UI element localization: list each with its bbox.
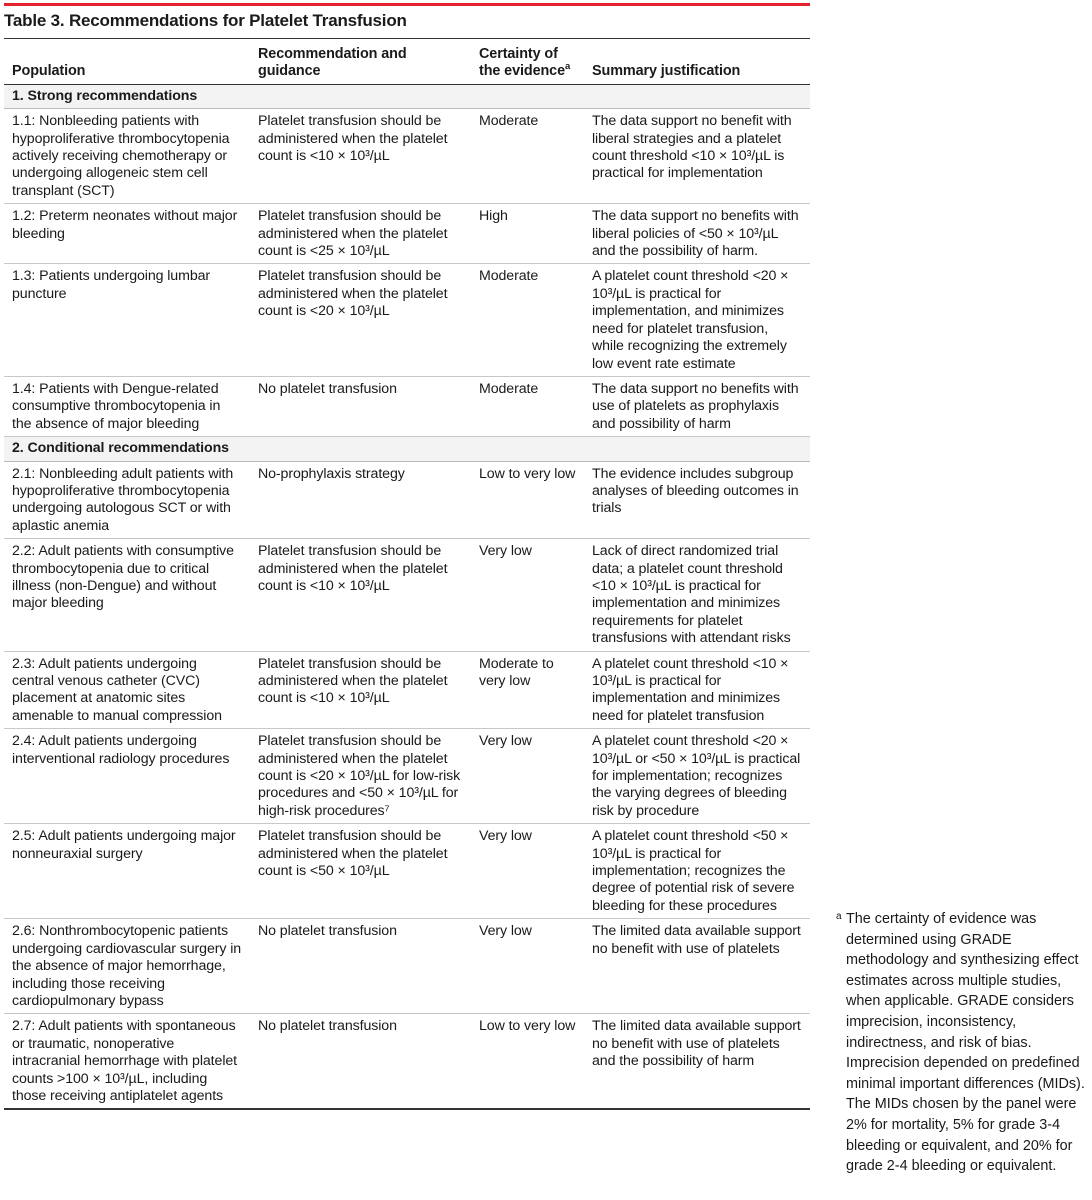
table-row (4, 109, 810, 204)
recommendation-cell: Platelet transfusion should be administered when the platelet count is <25 × 10³/µL (250, 204, 471, 264)
justification-cell: The data support no benefits with liberal policies of <50 × 10³/µL and the possibility of harm. (584, 204, 810, 264)
certainty-cell: Very low (471, 919, 584, 1014)
certainty-cell: Very low (471, 824, 584, 919)
recommendation-cell: No platelet transfusion (250, 919, 471, 1014)
certainty-cell: Low to very low (471, 461, 584, 539)
section-row (4, 84, 810, 108)
header-recommendation: Recommendation and guidance (250, 39, 471, 84)
certainty-cell: Moderate (471, 376, 584, 436)
section-row (4, 437, 810, 461)
footnote (836, 909, 1088, 1177)
population-cell: 2.3: Adult patients undergoing central venous catheter (CVC) placement at anatomic sites amenable to manual compression (4, 651, 250, 729)
justification-cell: The limited data available support no benefit with use of platelets and the possibility of harm (592, 1018, 801, 1070)
justification-cell: A platelet count threshold <50 × 10³/µL is practical for implementation; recognizes the degree of potential risk of severe bleeding for these procedures (584, 824, 810, 919)
justification-cell: A platelet count threshold <10 × 10³/µL is practical for implementation and minimizes need for platelet transfusion (584, 651, 810, 729)
table-row (4, 1014, 810, 1109)
header-certainty-line2: the evidence (479, 63, 565, 80)
footnote-mark: a (836, 911, 842, 922)
top-accent-rule (4, 3, 810, 6)
population-cell: 1.4: Patients with Dengue-related consumptive thrombocytopenia in the absence of major bleeding (4, 376, 250, 436)
population-cell: 1.3: Patients undergoing lumbar puncture (4, 264, 250, 376)
footnote-text: The certainty of evidence was determined using GRADE methodology and synthesizing effect estimates across multiple studies, when applicable. GRADE considers imprecision, inconsistency, indirectness, and risk of bias. Imprecision depended on predefined minimal important differences (MIDs). The MIDs chosen by the panel were 2% for mortality, 5% for grade 3-4 bleeding or equivalent, and 20% for grade 2-4 bleeding or equivalent. (846, 911, 1085, 1175)
certainty-cell: Moderate to very low (471, 651, 584, 729)
recommendation-cell: Platelet transfusion should be administered when the platelet count is <20 × 10³/µL (250, 264, 471, 376)
certainty-cell: Moderate (471, 264, 584, 376)
table-title: Table 3. Recommendations for Platelet Transfusion (4, 11, 407, 30)
recommendation-cell: Platelet transfusion should be administered when the platelet count is <50 × 10³/µL (250, 824, 471, 919)
certainty-cell: Very low (471, 729, 584, 824)
table-row (4, 651, 810, 729)
recommendation-cell: Platelet transfusion should be administered when the platelet count is <10 × 10³/µL (250, 109, 471, 204)
table-row (4, 204, 810, 264)
population-cell: 2.4: Adult patients undergoing interventional radiology procedures (4, 729, 250, 824)
section-label: 1. Strong recommendations (4, 84, 810, 108)
certainty-cell: Very low (471, 539, 584, 651)
justification-cell: A platelet count threshold <20 × 10³/µL is practical for implementation, and minimizes need for platelet transfusion, while recognizing the extremely low event rate estimate (584, 264, 810, 376)
table-row (4, 264, 810, 376)
population-cell: 1.2: Preterm neonates without major bleeding (4, 204, 250, 264)
recommendation-cell: Platelet transfusion should be administered when the platelet count is <20 × 10³/µL for low-risk procedures and <50 × 10³/µL for high-risk procedures⁷ (250, 729, 471, 824)
population-cell: 2.7: Adult patients with spontaneous or traumatic, nonoperative intracranial hemorrhage with platelet counts >100 × 10³/µL, including those receiving antiplatelet agents (12, 1018, 237, 1104)
recommendation-cell: No platelet transfusion (258, 1018, 397, 1035)
table-row (4, 729, 810, 824)
justification-cell: A platelet count threshold <20 × 10³/µL or <50 × 10³/µL is practical for implementation; recognizes the varying degrees of bleeding risk by procedure (584, 729, 810, 824)
recommendation-cell: Platelet transfusion should be administered when the platelet count is <10 × 10³/µL (250, 539, 471, 651)
population-cell: 2.1: Nonbleeding adult patients with hypoproliferative thrombocytopenia undergoing autologous SCT or with aplastic anemia (4, 461, 250, 539)
population-cell: 2.5: Adult patients undergoing major nonneuraxial surgery (4, 824, 250, 919)
certainty-cell: High (471, 204, 584, 264)
header-row (4, 39, 810, 84)
table-row (4, 376, 810, 436)
recommendation-cell: No-prophylaxis strategy (250, 461, 471, 539)
header-certainty-line1: Certainty of (479, 46, 558, 62)
header-certainty (471, 39, 584, 84)
justification-cell: The data support no benefit with liberal strategies and a platelet count threshold <10 × 10³/µL is practical for implementation (584, 109, 810, 204)
justification-cell: The data support no benefits with use of platelets as prophylaxis and possibility of harm (584, 376, 810, 436)
certainty-cell: Moderate (471, 109, 584, 204)
header-population: Population (4, 39, 250, 84)
justification-cell: The limited data available support no benefit with use of platelets (584, 919, 810, 1014)
header-justification: Summary justification (584, 39, 810, 84)
population-cell: 2.2: Adult patients with consumptive thrombocytopenia due to critical illness (non-Dengue) and without major bleeding (4, 539, 250, 651)
table-row (4, 824, 810, 919)
recommendations-table (4, 38, 810, 1110)
table-body (4, 84, 810, 1108)
justification-cell: Lack of direct randomized trial data; a platelet count threshold <10 × 10³/µL is practical for implementation and minimizes requirements for platelet transfusions with attendant risks (584, 539, 810, 651)
population-cell: 2.6: Nonthrombocytopenic patients undergoing cardiovascular surgery in the absence of major hemorrhage, including those receiving cardiopulmonary bypass (4, 919, 250, 1014)
table-row (4, 539, 810, 651)
certainty-cell: Low to very low (479, 1018, 576, 1035)
population-cell: 1.1: Nonbleeding patients with hypoproliferative thrombocytopenia actively receiving chemotherapy or undergoing allogeneic stem cell transplant (SCT) (4, 109, 250, 204)
justification-cell: The evidence includes subgroup analyses of bleeding outcomes in trials (584, 461, 810, 539)
section-label: 2. Conditional recommendations (4, 437, 810, 461)
recommendation-cell: No platelet transfusion (250, 376, 471, 436)
recommendation-cell: Platelet transfusion should be administered when the platelet count is <10 × 10³/µL (250, 651, 471, 729)
footnote-marker: a (564, 61, 571, 73)
table-row (4, 919, 810, 1014)
table-row (4, 461, 810, 539)
